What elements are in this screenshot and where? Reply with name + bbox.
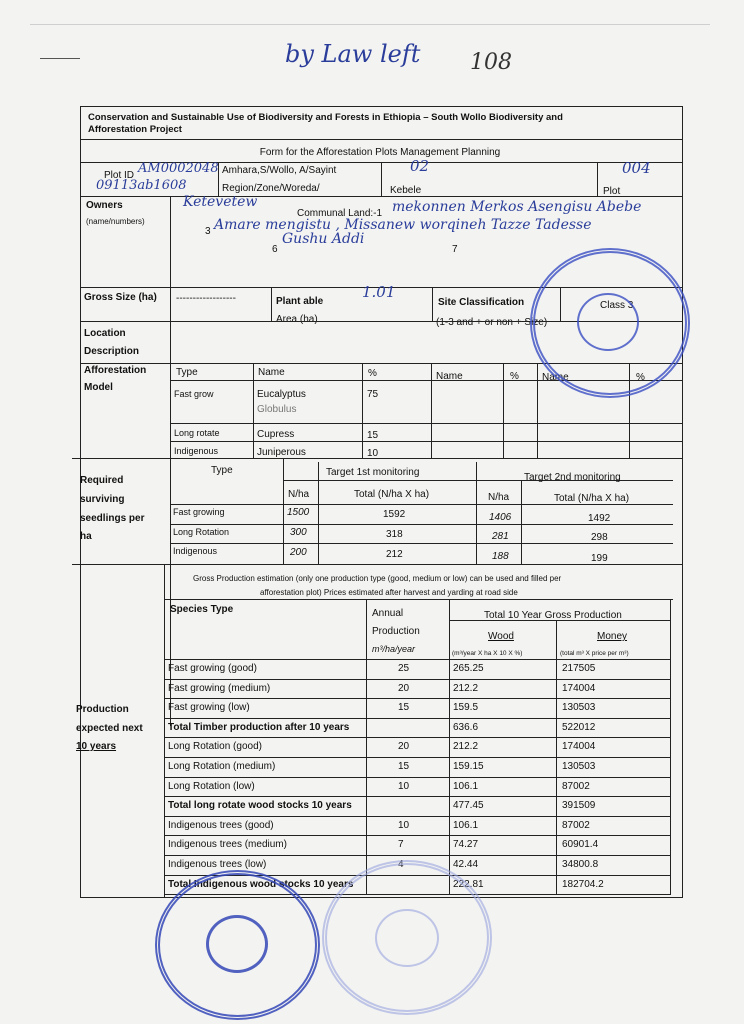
kebele-label: Kebele [390,185,422,196]
divider [537,363,538,458]
model-pct: 10 [367,448,379,459]
model-header-type: Type [176,367,198,378]
production-row-divider [164,659,670,660]
species-type-header: Species Type [170,604,234,615]
scan-mark [40,58,80,59]
production-species: Long Rotation (low) [168,780,255,792]
production-money: 391509 [562,800,596,812]
site-class-sub: (1-3 and + or non + Size) [436,317,548,328]
handwritten-note-text: by Law left [285,40,421,68]
gross-size-dashes: ------------------ [176,293,236,304]
production-money: 182704.2 [562,878,604,890]
total-header: Total (N/ha X ha) [354,489,430,500]
owners-sublabel: (name/numbers) [86,217,145,226]
doc-title-line2: Afforestation Project [88,124,182,135]
production-label-2: expected next [76,723,143,734]
annual-header: Annual [372,608,404,619]
model-header-name-2: Name [436,371,463,382]
production-annual: 15 [398,702,410,714]
owner-handwritten-line2: Amare mengistu , Missanew worqineh Tazze Tadesse [214,217,592,233]
production-row-divider [164,698,670,699]
production-annual: 15 [398,761,410,772]
handwritten-note [285,40,420,68]
production-money: 34800.8 [562,859,599,870]
seedling-t2: 199 [591,553,608,564]
production-row-divider [164,757,670,758]
site-class-value: Class 3 [600,300,634,311]
production-row-divider [164,718,670,719]
plot-id-label: Plot ID [104,170,135,181]
production-species: Indigenous trees (good) [168,819,274,831]
seedling-type: Indigenous [173,546,218,556]
official-stamp-bottom-center [322,860,492,1015]
production-wood: 106.1 [453,780,479,792]
seedlings-label-2: surviving [80,494,125,505]
production-note: Gross Production estimation (only one production type (good, medium or low) can be used and filled per [193,574,562,583]
doc-title-line1: Conservation and Sustainable Use of Biodiversity and Forests in Ethiopia – South Wollo Biodiversity and [88,112,563,123]
production-wood: 222.81 [453,878,484,890]
divider [449,599,450,895]
divider [72,458,683,459]
target2-header: Target 2nd monitoring [524,472,621,483]
annual-header-3: m³/ha/year [372,644,416,654]
production-species: Fast growing (good) [168,663,257,674]
production-species: Total Timber production after 10 years [168,721,350,733]
production-money: 217505 [562,663,596,674]
divider [366,599,367,895]
official-stamp-bottom-left [155,870,320,1020]
production-species: Long Rotation (good) [168,741,262,753]
production-annual: 10 [398,819,410,831]
scan-mark [30,24,710,25]
model-pct: 75 [367,389,379,400]
model-header-name: Name [258,367,285,378]
production-money: 87002 [562,819,590,831]
total-production-header: Total 10 Year Gross Production [484,610,622,621]
production-wood: 477.45 [453,800,484,812]
handwritten-number: 108 [470,50,512,75]
plantable-label-2: Area (ha) [276,314,318,325]
seedling-t1: 318 [386,529,403,540]
model-type: Fast grow [174,389,214,399]
production-row-divider [164,835,670,836]
location-label-2: Description [84,346,140,357]
communal-land-label: Communal Land:-1 [297,208,383,219]
seedlings-type-header: Type [211,465,233,476]
production-note-2: afforestation plot) Prices estimated after harvest and yarding at road side [260,588,518,597]
production-wood: 636.6 [453,721,479,733]
divider [170,196,171,726]
production-money: 60901.4 [562,839,599,851]
annual-header-2: Production [372,626,420,637]
model-header-pct-3: % [636,372,645,383]
plantable-label: Plant able [276,296,324,307]
divider [164,564,165,898]
seedling-n1: 300 [290,527,307,538]
kebele-value: 02 [410,157,430,175]
plot-id-value: AM0002048 [138,161,219,176]
owner-handwritten-1: Ketevetew [183,194,258,210]
production-money: 87002 [562,780,590,792]
seedlings-label: Required [80,475,124,486]
stamp-emblem [206,915,268,973]
model-label: Afforestation [84,365,147,376]
seedling-t2: 298 [591,532,608,543]
production-money: 174004 [562,741,596,753]
plot-id-value-2: 09113ab1608 [96,178,187,193]
divider [271,287,272,321]
plot-value: 004 [622,159,651,177]
production-species: Indigenous trees (medium) [168,839,287,851]
production-species: Fast growing (low) [168,702,250,714]
divider [80,139,683,140]
production-annual: 20 [398,682,410,694]
divider [476,462,477,564]
production-row-divider [164,855,670,856]
production-wood: 74.27 [453,839,479,851]
divider [170,441,683,442]
seedling-t1: 212 [386,549,403,560]
money-header: Money [597,631,628,642]
seedling-n2: 281 [492,531,509,542]
model-label-2: Model [84,382,113,393]
seedling-n1: 1500 [287,507,310,518]
owner-line3-suffix: 7 [452,244,458,255]
gross-size-label: Gross Size (ha) [84,292,157,303]
divider [521,480,522,564]
region-value: Amhara,S/Wollo, A/Sayint [222,165,337,176]
divider [170,423,683,424]
owner-handwritten-line1: mekonnen Merkos Asengisu Abebe [392,199,642,215]
divider [670,599,671,895]
owner-handwritten-line3: Gushu Addi [282,231,365,247]
production-wood: 212.2 [453,741,479,753]
divider [362,363,363,458]
official-stamp-right [530,248,690,398]
production-row-divider [164,796,670,797]
production-wood: 159.5 [453,702,479,714]
production-money: 522012 [562,721,596,733]
production-species: Total long rotate wood stocks 10 years [168,800,352,812]
divider [432,287,433,321]
production-annual: 25 [398,663,410,674]
production-row-divider [164,777,670,778]
production-money: 130503 [562,761,596,772]
production-annual: 20 [398,741,410,753]
production-species: Long Rotation (medium) [168,761,276,772]
production-species: Indigenous trees (low) [168,859,267,870]
model-pct: 15 [367,430,379,441]
production-label: Production [76,704,129,715]
seedling-n2: 1406 [489,512,512,523]
model-header-pct-2: % [510,371,519,382]
seedlings-label-3: seedlings per [80,513,145,524]
production-money: 174004 [562,682,596,694]
wood-header: Wood [488,631,514,642]
model-header-name-3: Name [542,372,569,383]
model-species-2: Globulus [257,404,297,415]
production-row-divider [164,816,670,817]
production-annual: 7 [398,839,404,851]
total-header-2: Total (N/ha X ha) [554,493,630,504]
divider [597,162,598,196]
seedling-type: Fast growing [173,507,225,517]
model-header-pct: % [368,368,377,379]
target1-header: Target 1st monitoring [326,467,420,478]
location-label: Location [84,328,126,339]
divider [164,599,673,600]
seedling-n2: 188 [492,551,509,562]
seedling-t2: 1492 [588,513,611,524]
production-row-divider [164,737,670,738]
divider [381,162,382,196]
production-wood: 159.15 [453,761,484,772]
plot-label: Plot [603,186,621,197]
production-annual: 4 [398,859,404,870]
stamp-emblem [577,293,639,351]
divider [318,462,319,564]
divider [431,363,432,458]
divider [253,363,254,458]
nha-header-2: N/ha [488,492,510,503]
model-species: Cupress [257,429,295,440]
model-species: Juniperous [257,447,306,458]
production-annual: 10 [398,780,410,792]
model-species: Eucalyptus [257,389,306,400]
form-title: Form for the Afforestation Plots Management Planning [259,147,501,158]
seedling-n1: 200 [290,547,307,558]
production-wood: 265.25 [453,663,484,674]
divider [503,363,504,458]
stamp-emblem [375,909,439,967]
production-species: Fast growing (medium) [168,682,271,694]
production-money: 130503 [562,702,596,714]
seedling-type: Long Rotation [173,527,230,537]
production-wood: 212.2 [453,682,479,694]
money-sub: (total m³ X price per m³) [560,650,629,657]
owners-label: Owners [86,200,123,211]
production-wood: 42.44 [453,859,479,870]
wood-sub: (m³/year X ha X 10 X %) [452,650,523,657]
seedlings-label-4: ha [80,531,92,542]
region-label: Region/Zone/Woreda/ [222,183,320,194]
production-label-3: 10 years [76,741,117,752]
production-wood: 106.1 [453,819,479,831]
owner-line2-prefix: 3 [205,226,211,237]
model-type: Indigenous [174,446,219,456]
owner-line3-prefix: 6 [272,244,278,255]
plantable-value: 1.01 [362,283,396,301]
nha-header: N/ha [288,489,310,500]
production-row-divider [164,679,670,680]
divider [283,458,284,564]
production-species: Total Indigenous wood stocks 10 years [168,878,354,890]
site-class-label: Site Classification [438,297,525,308]
model-type: Long rotate [174,428,220,438]
seedling-t1: 1592 [383,509,406,520]
